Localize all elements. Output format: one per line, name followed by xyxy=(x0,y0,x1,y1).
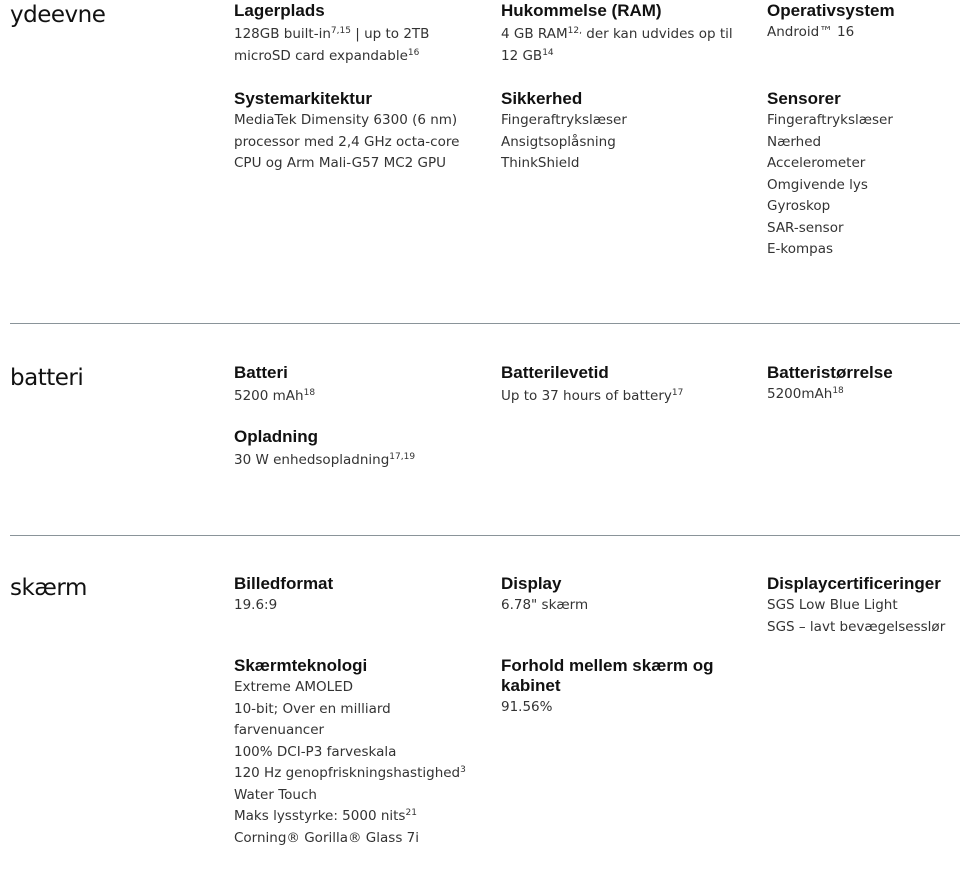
section-title-batteri: batteri xyxy=(10,365,84,391)
spec-value-text: 100% DCI-P3 farveskala xyxy=(234,743,397,760)
spec-value-line xyxy=(234,46,484,68)
spec-value-text: Water Touch xyxy=(234,786,317,803)
spec-display xyxy=(501,574,751,617)
spec-displaycertificeringer xyxy=(767,574,960,638)
spec-values xyxy=(767,22,960,44)
spec-title: Lagerplads xyxy=(234,1,325,20)
spec-value-line xyxy=(767,595,960,617)
spec-value-text: processor med 2,4 GHz octa-core xyxy=(234,133,460,150)
footnote-ref: 18 xyxy=(303,388,316,398)
spec-title: Displaycertificeringer xyxy=(767,574,941,593)
spec-value-line xyxy=(501,132,751,154)
spec-value-text: Fingeraftrykslæser xyxy=(767,112,893,128)
spec-title: Batteristørrelse xyxy=(767,363,893,382)
spec-values xyxy=(501,110,751,175)
spec-values xyxy=(501,595,751,617)
spec-batterilevetid xyxy=(501,363,751,408)
spec-value-line xyxy=(234,828,484,850)
spec-value-line xyxy=(767,239,960,261)
footnote-ref: 17,19 xyxy=(389,452,416,462)
spec-value-line xyxy=(234,806,484,828)
spec-value-text: Ansigtsoplåsning xyxy=(501,133,616,150)
spec-value-line xyxy=(234,24,484,46)
spec-lagerplads xyxy=(234,1,484,67)
spec-value-line xyxy=(767,110,960,132)
spec-title: Systemarkitektur xyxy=(234,89,372,108)
spec-value-line xyxy=(501,386,751,408)
footnote-ref: 3 xyxy=(460,765,466,775)
spec-title: Operativsystem xyxy=(767,1,895,20)
spec-value-text: Up to 37 hours of battery xyxy=(501,388,672,404)
spec-title: Billedformat xyxy=(234,574,334,593)
footnote-ref: 16 xyxy=(407,47,420,58)
spec-values xyxy=(501,24,751,67)
spec-value-line xyxy=(501,46,751,68)
spec-value-line xyxy=(234,595,484,617)
spec-value-text: 128GB built-in xyxy=(234,26,331,42)
spec-value-line xyxy=(234,720,484,742)
spec-value-line xyxy=(234,132,484,154)
spec-value-line xyxy=(234,153,484,175)
spec-value-text: 10-bit; Over en milliard xyxy=(234,700,391,717)
spec-value-line xyxy=(501,697,741,719)
spec-value-line xyxy=(234,699,484,721)
spec-value-line xyxy=(767,153,960,175)
spec-title: Hukommelse (RAM) xyxy=(501,1,662,20)
spec-opladning xyxy=(234,427,484,472)
spec-value-line xyxy=(501,24,751,46)
spec-systemarkitektur xyxy=(234,89,484,175)
spec-value-text: SGS – lavt bevægelsesslør xyxy=(767,618,946,635)
spec-value-line xyxy=(501,153,751,175)
spec-values xyxy=(234,450,484,472)
spec-value-line xyxy=(234,763,484,785)
spec-value-line xyxy=(767,132,960,154)
spec-value-text: 30 W enhedsopladning xyxy=(234,452,390,468)
spec-values xyxy=(234,595,484,617)
spec-value-text: Corning® Gorilla® Glass 7i xyxy=(234,829,419,846)
spec-value-text: 91.56% xyxy=(501,699,553,715)
spec-values xyxy=(767,595,960,638)
spec-title: Display xyxy=(501,574,562,593)
spec-title: Skærmteknologi xyxy=(234,656,368,675)
spec-operativsystem xyxy=(767,1,960,44)
spec-value-text: SAR-sensor xyxy=(767,219,844,236)
spec-values xyxy=(234,677,484,849)
spec-title: Batteri xyxy=(234,363,288,382)
spec-title: Forhold mellem skærm og kabinet xyxy=(501,656,714,695)
spec-title: Sensorer xyxy=(767,89,841,108)
spec-ram xyxy=(501,1,751,67)
spec-values xyxy=(767,384,960,406)
section-skaerm xyxy=(0,536,960,876)
footnote-ref: 17 xyxy=(671,388,684,398)
footnote-ref: 7,15 xyxy=(330,26,351,36)
spec-value-text-continued: | up to 2TB xyxy=(350,26,430,42)
spec-value-text: 5200mAh xyxy=(767,386,833,402)
spec-billedformat xyxy=(234,574,484,617)
footnote-ref: 18 xyxy=(832,386,844,396)
spec-sikkerhed xyxy=(501,89,751,175)
spec-value-text: microSD card expandable xyxy=(234,47,408,64)
spec-value-text: Maks lysstyrke: 5000 nits xyxy=(234,808,406,824)
spec-value-text: 120 Hz genopfriskningshastighed xyxy=(234,765,461,781)
spec-skaermteknologi xyxy=(234,656,484,849)
spec-value-text: Gyroskop xyxy=(767,198,831,214)
spec-title: Sikkerhed xyxy=(501,89,583,108)
spec-forhold-skaerm-kabinet xyxy=(501,656,741,719)
spec-value-text-continued: der kan udvides op til xyxy=(581,26,733,42)
spec-value-text: Nærhed xyxy=(767,133,822,150)
spec-value-text: CPU og Arm Mali-G57 MC2 GPU xyxy=(234,155,447,171)
spec-value-line xyxy=(234,677,484,699)
spec-value-text: MediaTek Dimensity 6300 (6 nm) xyxy=(234,112,458,128)
spec-batteri xyxy=(234,363,484,408)
spec-value-line xyxy=(234,785,484,807)
spec-value-text: 12 GB xyxy=(501,47,543,64)
section-batteri xyxy=(0,324,960,534)
section-ydeevne xyxy=(0,0,960,320)
spec-value-text: 6.78" skærm xyxy=(501,597,589,613)
footnote-ref: 14 xyxy=(542,47,554,58)
spec-sensorer xyxy=(767,89,960,261)
spec-value-line xyxy=(234,110,484,132)
footnote-ref: 21 xyxy=(405,808,417,818)
spec-value-text: ThinkShield xyxy=(501,155,580,171)
spec-value-text: SGS Low Blue Light xyxy=(767,597,898,613)
spec-value-text: 5200 mAh xyxy=(234,388,304,404)
spec-title: Batterilevetid xyxy=(501,363,609,382)
spec-values xyxy=(767,110,960,261)
spec-value-line xyxy=(767,22,960,44)
spec-value-line xyxy=(767,218,960,240)
spec-value-line xyxy=(767,196,960,218)
spec-value-line xyxy=(767,384,960,406)
section-title-ydeevne: ydeevne xyxy=(10,2,106,28)
spec-value-text: E-kompas xyxy=(767,241,834,257)
spec-value-text: farvenuancer xyxy=(234,722,325,738)
spec-value-line xyxy=(501,595,751,617)
spec-value-text: Android™ 16 xyxy=(767,24,855,40)
section-title-skaerm: skærm xyxy=(10,575,87,601)
footnote-ref: 12, xyxy=(567,26,582,36)
spec-value-text: Fingeraftrykslæser xyxy=(501,112,627,128)
spec-values xyxy=(234,386,484,408)
spec-values xyxy=(501,697,741,719)
spec-value-text: Omgivende lys xyxy=(767,176,868,193)
spec-value-text: 4 GB RAM xyxy=(501,26,568,42)
spec-values xyxy=(234,24,484,67)
spec-value-line xyxy=(234,386,484,408)
spec-values xyxy=(501,386,751,408)
spec-value-line xyxy=(501,110,751,132)
spec-value-text: 19.6:9 xyxy=(234,597,278,613)
spec-value-line xyxy=(234,450,484,472)
spec-value-text: Accelerometer xyxy=(767,155,866,171)
spec-value-line xyxy=(767,617,960,639)
spec-value-line xyxy=(767,175,960,197)
spec-title: Opladning xyxy=(234,427,319,446)
spec-value-line xyxy=(234,742,484,764)
spec-batteristoerrelse xyxy=(767,363,960,406)
spec-value-text: Extreme AMOLED xyxy=(234,679,354,695)
spec-values xyxy=(234,110,484,175)
